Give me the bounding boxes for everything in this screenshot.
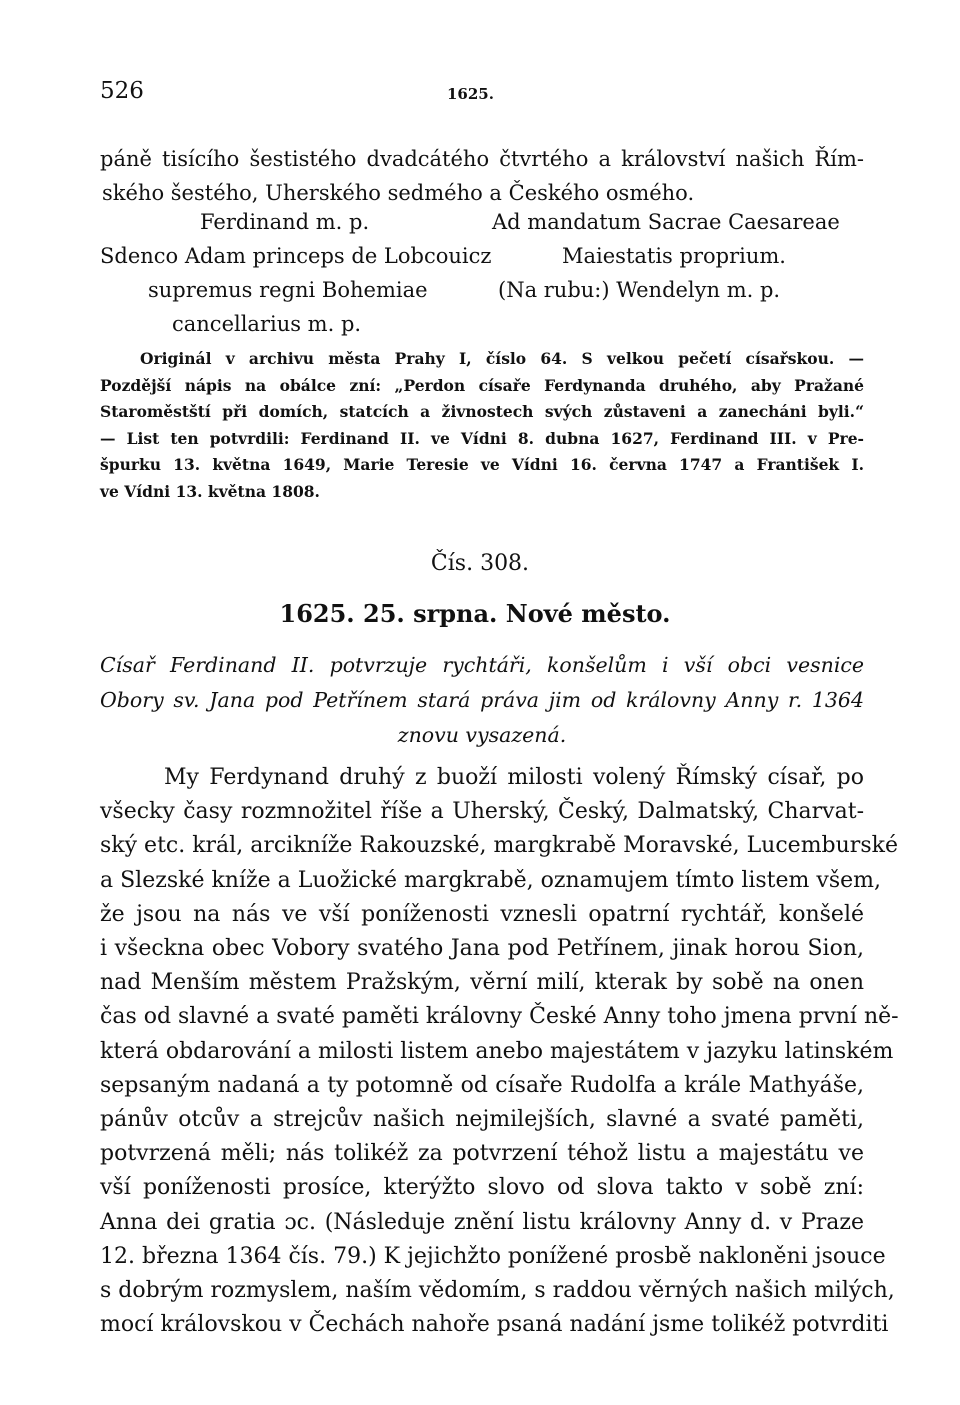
body-line: a Slezské kníže a Luožické margkrabě, oznamujem tímto listem všem,: [100, 867, 881, 893]
text-line: páně tisícího šestistého dvadcátého čtvrtého a království našich Řím-: [100, 147, 864, 171]
signature-title-cancellarius: cancellarius m. p.: [172, 312, 362, 336]
dorsal-note: (Na rubu:) Wendelyn m. p.: [498, 278, 781, 302]
mandate-line: Maiestatis proprium.: [562, 244, 786, 268]
document-body: [100, 761, 899, 1342]
note-line: ve Vídni 13. května 1808.: [100, 481, 320, 501]
note-line: špurku 13. května 1649, Marie Teresie ve Vídni 16. června 1747 a František I.: [100, 455, 864, 475]
document-heading-text: 1625. 25. srpna. Nové město.: [279, 599, 671, 628]
signature-ferdinand: Ferdinand m. p.: [200, 210, 370, 234]
page-number: 526: [100, 78, 144, 104]
body-line: všecky časy rozmnožitel říše a Uherský, Český, Dalmatský, Charvat-: [100, 799, 864, 825]
body-line: My Ferdynand druhý z buoží milosti volený Římský císař, po: [164, 765, 864, 790]
archival-note: [100, 346, 864, 506]
body-line: i všeckna obec Vobory svatého Jana pod Petřínem, jinak horou Sion,: [100, 936, 864, 962]
summary-line: Obory sv. Jana pod Petřínem stará práva jim od královny Anny r. 1364: [100, 688, 864, 712]
body-line: mocí královskou v Čechách nahoře psaná nadání jsme tolikéž potvrditi: [100, 1312, 889, 1338]
text-line: ského šestého, Uherského sedmého a Českého osmého.: [102, 181, 695, 205]
body-line: vší poníženosti prosíce, kterýžto slovo od slova takto v sobě zní:: [100, 1175, 864, 1201]
body-line: čas od slavné a svaté paměti královny České Anny toho jmena první ně-: [100, 1004, 899, 1030]
summary-line: Císař Ferdinand II. potvrzuje rychtáři, konšelům i vší obci vesnice: [100, 653, 864, 677]
running-header-year: 1625.: [447, 85, 494, 103]
body-line: která obdarování a milosti listem anebo majestátem v jazyku latinském: [100, 1038, 894, 1064]
previous-document-closing: [100, 142, 864, 210]
note-line: Pozdější nápis na obálce zní: „Perdon císaře Ferdynanda druhého, aby Pražané: [100, 375, 864, 395]
document-summary: [100, 648, 864, 753]
body-line: nad Menším městem Pražským, věrní milí, kterak by sobě na onen: [100, 970, 864, 996]
document-number: [0, 551, 960, 576]
signature-sdenco: Sdenco Adam princeps de Lobcouicz: [100, 244, 492, 268]
document-heading: [0, 599, 960, 628]
mandate-line: Ad mandatum Sacrae Caesareae: [492, 210, 840, 234]
body-line: 12. března 1364 čís. 79.) K jejichžto ponížené prosbě nakloněni jsouce: [100, 1243, 886, 1269]
body-line: potvrzená měli; nás tolikéž za potvrzení téhož listu a majestátu ve: [100, 1141, 864, 1167]
body-line: Anna dei gratia ɔc. (Následuje znění listu královny Anny d. v Praze: [100, 1209, 864, 1235]
document-number-text: Čís. 308.: [430, 551, 530, 576]
note-line: — List ten potvrdili: Ferdinand II. ve Vídni 8. dubna 1627, Ferdinand III. v Pre-: [100, 428, 864, 448]
note-line: Staroměstští při domích, statcích a živnostech svých zůstaveni a zanecháni byli.“: [100, 402, 864, 422]
body-line: pánův otcův a strejcův našich nejmilejších, slavné a svaté paměti,: [100, 1107, 864, 1133]
body-line: s dobrým rozmyslem, naším vědomím, s raddou věrných našich milých,: [100, 1278, 895, 1304]
body-line: ský etc. král, arcikníže Rakouzské, margkrabě Moravské, Lucemburské: [100, 833, 898, 859]
summary-line: znovu vysazená.: [397, 723, 567, 747]
body-line: sepsaným nadaná a ty potomně od císaře Rudolfa a krále Mathyáše,: [100, 1072, 864, 1098]
signature-title-supremus: supremus regni Bohemiae: [148, 278, 428, 302]
note-line: Originál v archivu města Prahy I, číslo 64. S velkou pečetí císařskou. —: [140, 349, 864, 368]
body-line: že jsou na nás ve vší poníženosti vznesli opatrní rychtář, konšelé: [100, 901, 864, 927]
